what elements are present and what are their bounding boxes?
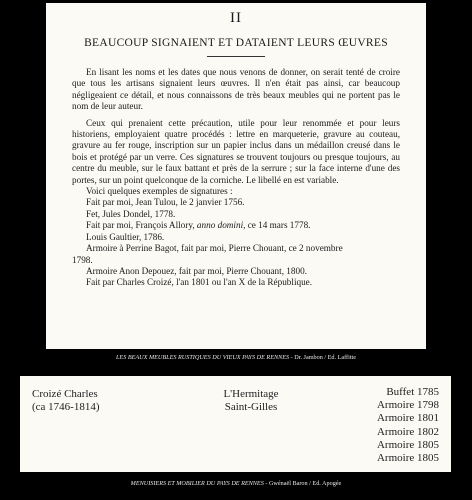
work-item: Armoire 1801 bbox=[376, 412, 439, 425]
signature-example: Fait par moi, Jean Tulou, le 2 janvier 1756. bbox=[86, 197, 245, 208]
caption-credit: - Gwénaël Baron / Ed. Apogée bbox=[263, 480, 342, 487]
works-column bbox=[377, 386, 439, 465]
craftsman-dates: (ca 1746-1814) bbox=[32, 401, 100, 414]
craftsman-name: Croizé Charles bbox=[32, 388, 98, 400]
signature-example bbox=[72, 220, 400, 231]
book-page bbox=[46, 3, 426, 349]
signature-example: Fait par Charles Croizé, l'an 1801 ou l'an X de la République. bbox=[86, 277, 313, 288]
craftsman-column bbox=[32, 388, 100, 414]
place-name: L'Hermitage bbox=[223, 388, 279, 400]
examples-intro: Voici quelques exemples de signatures : bbox=[86, 186, 233, 197]
signature-example-continued: 1798. bbox=[72, 254, 93, 265]
paragraph-intro: En lisant les noms et les dates que nous venons de donner, on serait tenté de croire que tous les artisans signaient leurs œuvres. Il n'en était pas ainsi, car beaucoup négligeaient ce détail, et nous connaissons de très beaux meubles qui ne portent pas le nom de leur auteur. bbox=[72, 67, 400, 112]
place-name: Saint-Gilles bbox=[224, 401, 278, 414]
signature-example: Louis Gaultier, 1786. bbox=[86, 231, 165, 242]
signature-example: Fet, Jules Dondel, 1778. bbox=[86, 208, 176, 219]
heading-divider bbox=[207, 56, 265, 57]
chapter-heading: BEAUCOUP SIGNAIENT ET DATAIENT LEURS ŒUVRES bbox=[84, 37, 388, 49]
craftsman-info-panel bbox=[20, 376, 451, 472]
work-item: Buffet 1785 bbox=[386, 386, 439, 398]
source-caption-book bbox=[0, 354, 472, 361]
signature-example-text: Fait par moi, François Allory, bbox=[86, 220, 195, 231]
signature-example-italic: anno domini bbox=[196, 220, 244, 231]
signature-example: Armoire à Perrine Bagot, fait par moi, Pierre Chouant, ce 2 novembre bbox=[86, 243, 343, 254]
signature-example: Armoire Anon Depouez, fait par moi, Pierre Chouant, 1800. bbox=[86, 265, 307, 276]
work-item: Armoire 1802 bbox=[376, 425, 439, 438]
caption-title: MENUISIERS ET MOBILIER DU PAYS DE RENNES bbox=[130, 480, 264, 487]
source-caption-menuisiers bbox=[0, 480, 472, 487]
work-item: Armoire 1805 bbox=[376, 438, 439, 451]
caption-credit: - Dr. Jambon / Ed. Laffitte bbox=[289, 354, 357, 361]
signature-example-text: , ce 14 mars 1778. bbox=[243, 220, 311, 231]
caption-title: LES BEAUX MEUBLES RUSTIQUES DU VIEUX PAYS DE RENNES bbox=[115, 354, 290, 361]
body-text bbox=[72, 67, 400, 289]
chapter-numeral: II bbox=[230, 10, 242, 26]
work-item: Armoire 1798 bbox=[376, 399, 439, 412]
paragraph-methods: Ceux qui prenaient cette précaution, utile pour leur renommée et pour leurs historiens, employaient quatre procédés : lettre en marqueterie, gravure au couteau, gravure au fer rouge, inscription sur un papier inclus dans un médaillon creusé dans le bois et protégé par un verre. Ces signatures se trouvent toujours ou presque toujours, au centre du meuble, sur le faux battant et près de la serrure ; sur la face interne d'une des portes, sur un point quelconque de la corniche. Le libellé en est variable. bbox=[72, 117, 400, 185]
work-item: Armoire 1805 bbox=[376, 452, 439, 465]
places-column bbox=[216, 388, 286, 414]
